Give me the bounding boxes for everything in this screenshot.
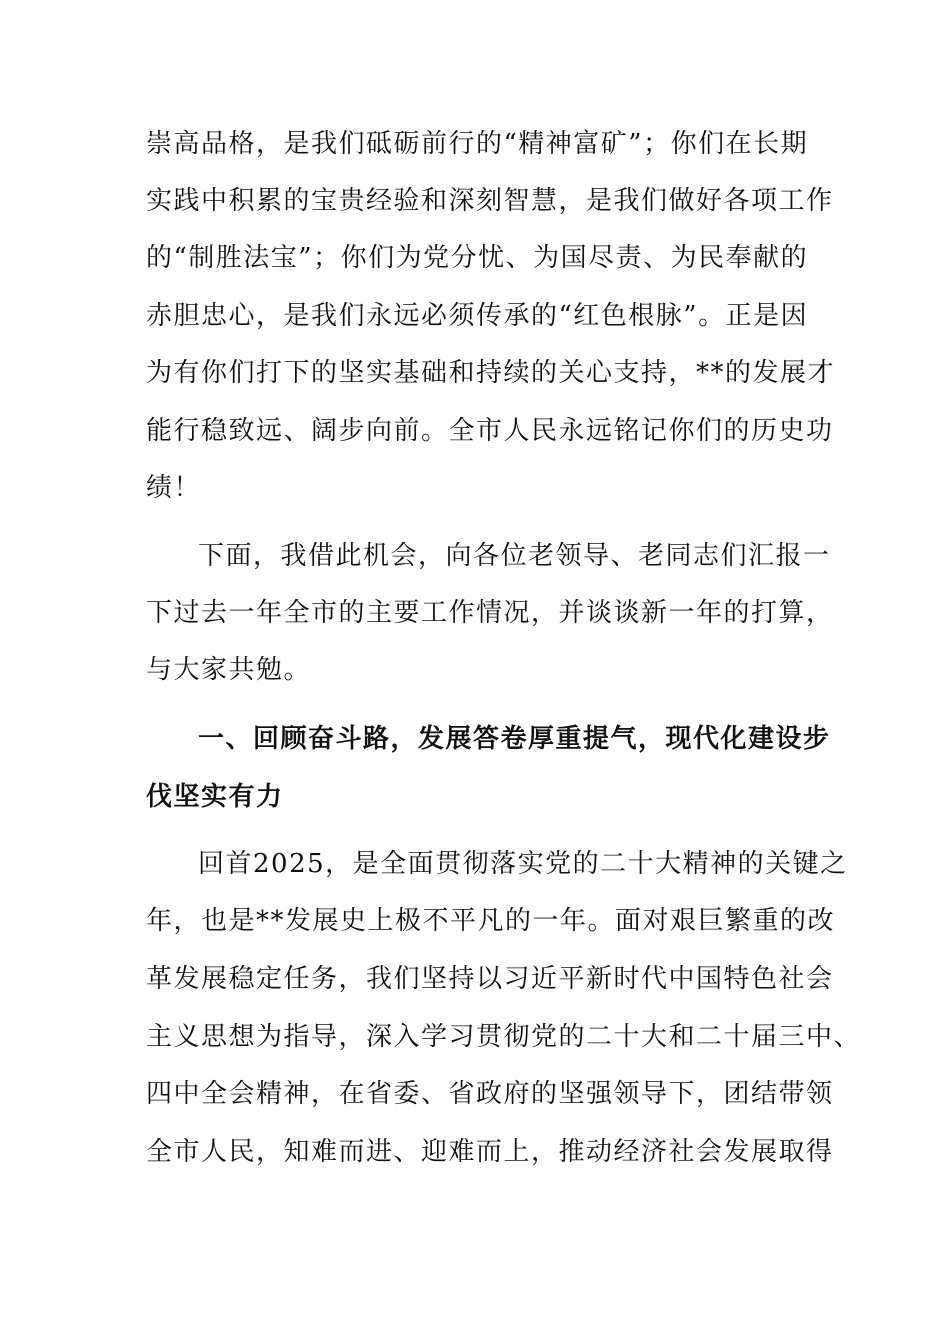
paragraph-line: 主义思想为指导，深入学习贯彻党的二十大和二十届三中、 <box>146 1022 862 1052</box>
section-heading: 一、回顾奋斗路，发展答卷厚重提气，现代化建设步 <box>198 724 831 754</box>
paragraph-line: 的“制胜法宝”；你们为党分忧、为国尽责、为民奉献的 <box>146 243 809 273</box>
paragraph-line: 下面，我借此机会，向各位老领导、老同志们汇报一 <box>198 541 831 571</box>
paragraph-line: 四中全会精神，在省委、省政府的坚强领导下，团结带领 <box>146 1079 834 1109</box>
paragraph-line: 与大家共勉。 <box>146 655 312 685</box>
paragraph-line: 为有你们打下的坚实基础和持续的关心支持，**的发展才 <box>146 358 836 388</box>
paragraph-line: 年，也是**发展史上极不平凡的一年。面对艰巨繁重的改 <box>146 906 836 936</box>
paragraph-line: 下过去一年全市的主要工作情况，并谈谈新一年的打算， <box>146 598 834 628</box>
paragraph-line: 绩！ <box>146 473 202 503</box>
section-heading: 伐坚实有力 <box>146 782 284 812</box>
paragraph-line: 全市人民，知难而进、迎难而上，推动经济社会发展取得 <box>146 1137 834 1167</box>
paragraph-line: 回首2025，是全面贯彻落实党的二十大精神的关键之 <box>198 849 848 879</box>
paragraph-line: 革发展稳定任务，我们坚持以习近平新时代中国特色社会 <box>146 964 834 994</box>
paragraph-line: 崇高品格，是我们砥砺前行的“精神富矿”；你们在长期 <box>146 129 809 159</box>
paragraph-line: 赤胆忠心，是我们永远必须传承的“红色根脉”。正是因 <box>146 301 809 331</box>
paragraph-line: 能行稳致远、阔步向前。全市人民永远铭记你们的历史功 <box>146 416 834 446</box>
paragraph-line: 实践中积累的宝贵经验和深刻智慧，是我们做好各项工作 <box>146 186 834 216</box>
